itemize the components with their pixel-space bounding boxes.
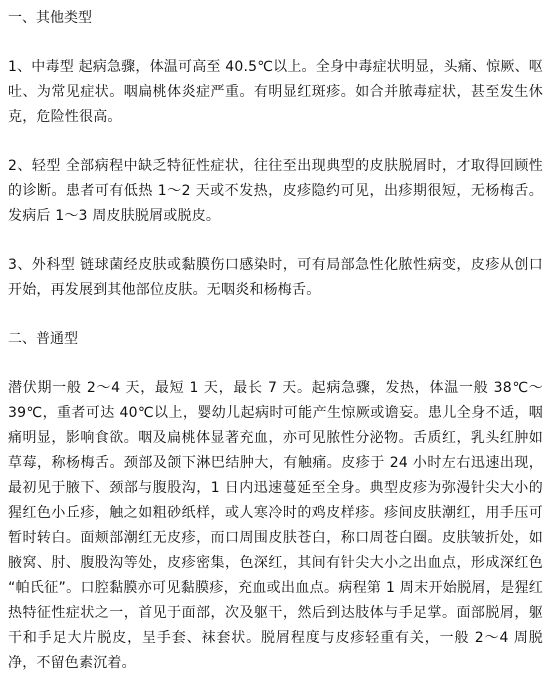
paragraph-mild-type: 2、轻型 全部病程中缺乏特征性症状，往往至出现典型的皮肤脱屑时，才取得回顾性的诊断。患者可有低热 1～2 天或不发热，皮疹隐约可见，出疹期很短，无杨梅舌。发病后 1～3 周皮肤脱屑或脱皮。 <box>8 158 543 224</box>
section-heading-other-types: 一、其他类型 <box>8 10 92 26</box>
section-heading-common-type: 二、普通型 <box>8 331 78 347</box>
paragraph-surgical-type: 3、外科型 链球菌经皮肤或黏膜伤口感染时，可有局部急性化脓性病变，皮疹从创口开始，再发展到其他部位皮肤。无咽炎和杨梅舌。 <box>8 257 543 298</box>
paragraph-toxic-type: 1、中毒型 起病急骤，体温可高至 40.5℃以上。全身中毒症状明显，头痛、惊厥、呕吐、为常见症状。咽扁桃体炎症严重。有明显红斑疹。如合并脓毒症状，甚至发生休克，危险性很高。 <box>8 59 543 125</box>
paragraph-common-type: 潜伏期一般 2～4 天，最短 1 天，最长 7 天。起病急骤，发热，体温一般 38℃～39℃，重者可达 40℃以上，婴幼儿起病时可能产生惊厥或谵妄。患儿全身不适，咽痛明显，影响食欲。咽及扁桃体显著充血，亦可见脓性分泌物。舌质红，乳头红肿如草莓，称杨梅舌。颈部及颌下淋巴结肿大，有触痛。皮疹于 24 小时左右迅速出现，最初见于腋下、颈部与腹股沟，1 日内迅速蔓延至全身。典型皮疹为弥漫针尖大小的猩红色小丘疹，触之如粗砂纸样，或人寒冷时的鸡皮样疹。疹间皮肤潮红，用手压可暂时转白。面颊部潮红无皮疹，而口周围皮肤苍白，称口周苍白圈。皮肤皱折处，如腋窝、肘、腹股沟等处，皮疹密集，色深红，其间有针尖大小之出血点，形成深红色 “帕氏征”。口腔黏膜亦可见黏膜疹，充血或出血点。病程第 1 周末开始脱屑，是猩红热特征性症状之一，首见于面部，次及躯干，然后到达肢体与手足掌。面部脱屑，躯干和手足大片脱皮，呈手套、袜套状。脱屑程度与皮疹轻重有关，一般 2～4 周脱净，不留色素沉着。 <box>8 380 543 671</box>
